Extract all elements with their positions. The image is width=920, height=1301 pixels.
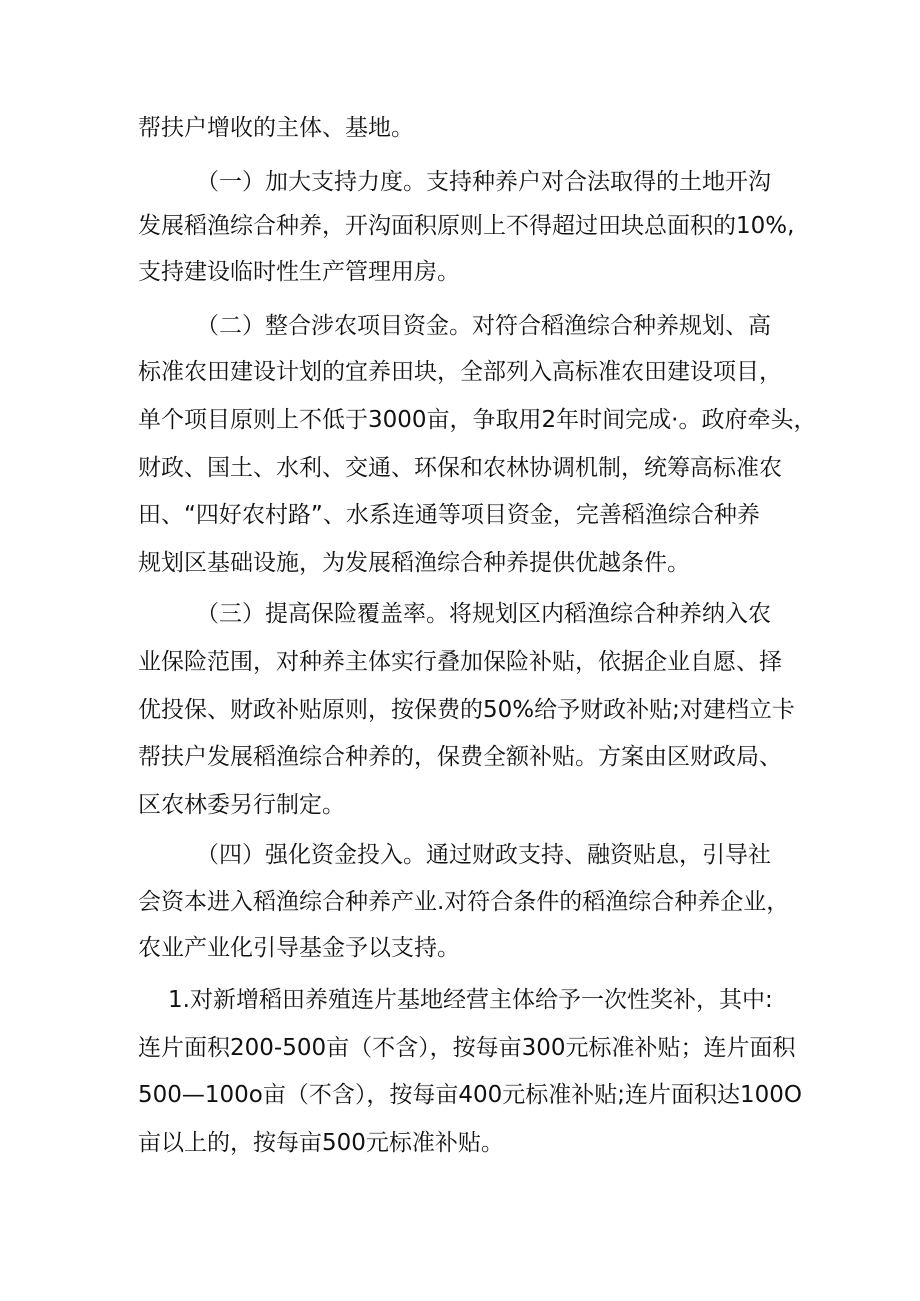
text-line: 会资本进入稻渔综合种养产业.对符合条件的稻渔综合种养企业， <box>138 889 790 915</box>
text-line: 500—100o亩（不含），按每亩400元标准补贴;连片面积达100O <box>138 1082 803 1108</box>
text-line: 规划区基础设施，为发展稻渔综合种养提供优越条件。 <box>138 550 690 576</box>
text-line: 区农林委另行制定。 <box>138 792 345 818</box>
text-line: 农业产业化引导基金予以支持。 <box>138 935 460 961</box>
text-line: 1.对新增稻田养殖连片基地经营主体给予一次性奖补，其中: <box>168 987 773 1013</box>
text-line: 田、“四好农村路”、水系连通等项目资金，完善稻渔综合种养 <box>138 502 760 528</box>
text-line: 支持建设临时性生产管理用房。 <box>138 259 460 285</box>
text-line: 单个项目原则上不低于3000亩，争取用2年时间完成·。政府牵头， <box>138 407 817 433</box>
text-line: （三）提高保险覆盖率。将规划区内稻渔综合种养纳入农 <box>196 601 771 627</box>
text-line: 财政、国土、水利、交通、环保和农林协调机制，统筹高标准农 <box>138 455 782 481</box>
text-line: （一）加大支持力度。支持种养户对合法取得的土地开沟 <box>196 169 771 195</box>
text-line: （二）整合涉农项目资金。对符合稻渔综合种养规划、高 <box>196 313 771 339</box>
text-line: 优投保、财政补贴原则，按保费的50%给予财政补贴;对建档立卡 <box>138 697 795 723</box>
text-line: 连片面积200-500亩（不含），按每亩300元标准补贴；连片面积 <box>138 1035 796 1061</box>
text-line: 业保险范围，对种养主体实行叠加保险补贴，依据企业自愿、择 <box>138 649 782 675</box>
text-line: 帮扶户发展稻渔综合种养的，保费全额补贴。方案由区财政局、 <box>138 744 782 770</box>
text-line: 帮扶户增收的主体、基地。 <box>138 115 414 141</box>
text-line: 发展稻渔综合种养，开沟面积原则上不得超过田块总面积的10%, <box>138 213 795 239</box>
text-line: 亩以上的，按每亩500元标准补贴。 <box>138 1130 504 1156</box>
text-line: （四）强化资金投入。通过财政支持、融资贴息，引导社 <box>196 842 771 868</box>
text-line: 标准农田建设计划的宜养田块，全部列入高标准农田建设项目， <box>138 359 782 385</box>
